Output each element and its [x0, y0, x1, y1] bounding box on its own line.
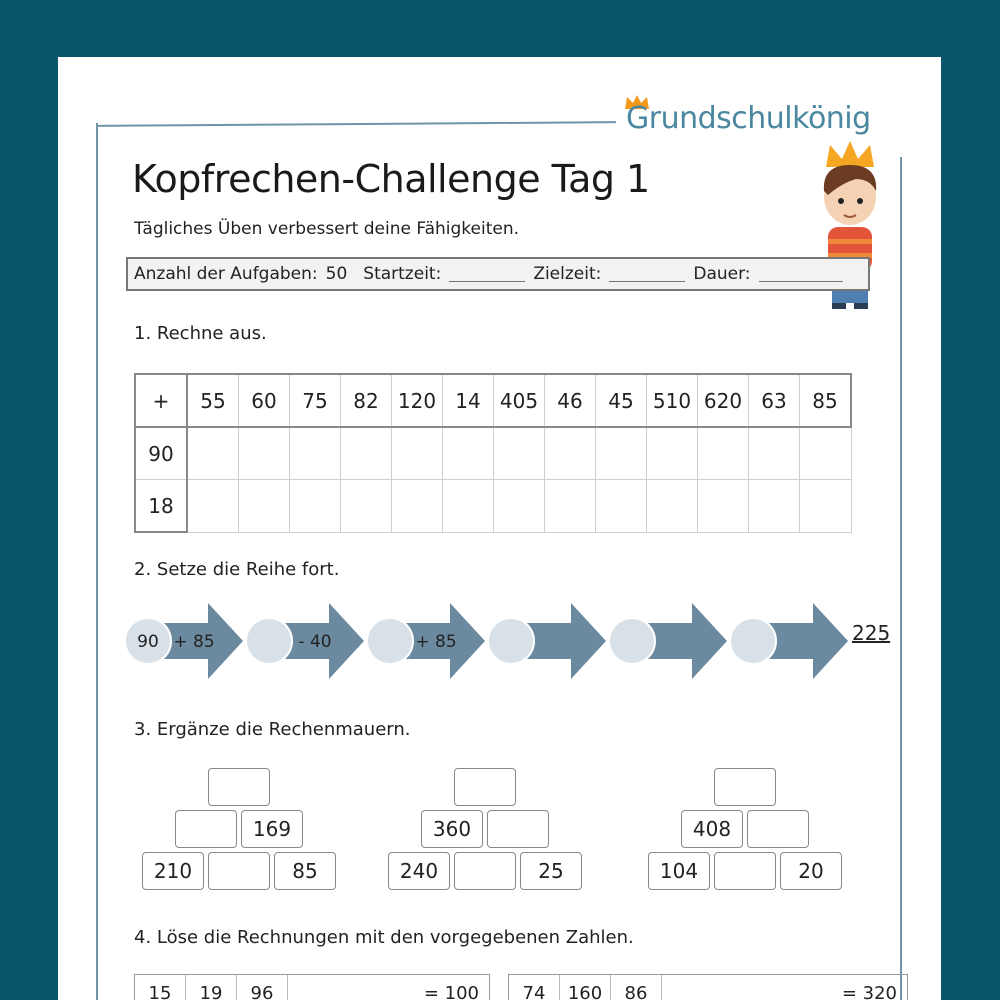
- task4-title: 4. Löse die Rechnungen mit den vorgegebenen Zahlen.: [134, 927, 634, 948]
- row-header-cell: 18: [135, 480, 187, 533]
- wall-brick: 210: [142, 852, 204, 890]
- chain-step: [730, 603, 848, 679]
- chain-circle[interactable]: [609, 618, 655, 664]
- table-header-cell: 620: [698, 374, 749, 427]
- target-result: = 320: [841, 983, 897, 1000]
- answer-cell[interactable]: [545, 427, 596, 480]
- table-header-cell: 46: [545, 374, 596, 427]
- answer-cell[interactable]: [187, 427, 239, 480]
- number-chain: [118, 597, 858, 687]
- wall-brick[interactable]: [175, 810, 237, 848]
- answer-cell[interactable]: [290, 427, 341, 480]
- chain-step: [125, 603, 243, 679]
- given-number: 96: [237, 975, 288, 1000]
- answer-cell[interactable]: [392, 480, 443, 533]
- task2-title: 2. Setze die Reihe fort.: [134, 559, 340, 580]
- table-header-cell: 55: [187, 374, 239, 427]
- chain-operation: + 85: [415, 632, 457, 652]
- target-result: = 100: [423, 983, 479, 1000]
- wall-brick: 20: [780, 852, 842, 890]
- duration-label: Dauer:: [693, 264, 751, 284]
- answer-cell[interactable]: [443, 480, 494, 533]
- answer-cell[interactable]: [443, 427, 494, 480]
- answer-cell[interactable]: [596, 427, 647, 480]
- chain-circle[interactable]: [730, 618, 776, 664]
- brand-logo: Grundschulkönig: [626, 101, 871, 136]
- start-time-label: Startzeit:: [363, 264, 442, 284]
- answer-cell[interactable]: [239, 480, 290, 533]
- answer-cell[interactable]: [392, 427, 443, 480]
- page-subtitle: Tägliches Üben verbessert deine Fähigkeiten.: [134, 219, 520, 239]
- answer-cell[interactable]: [341, 480, 392, 533]
- frame-top-line: [96, 121, 616, 127]
- wall-brick[interactable]: [714, 768, 776, 806]
- duration-field[interactable]: [759, 267, 843, 282]
- task3-title: 3. Ergänze die Rechenmauern.: [134, 719, 411, 740]
- chain-start-value: 90: [137, 632, 159, 652]
- chain-result: 225: [852, 621, 891, 645]
- given-number: 15: [135, 975, 186, 1000]
- wall-brick: 169: [241, 810, 303, 848]
- chain-circle[interactable]: [246, 618, 292, 664]
- given-number: 19: [186, 975, 237, 1000]
- frame-left-line: [96, 123, 98, 1000]
- table-header-cell: 405: [494, 374, 545, 427]
- table-header-cell: 82: [341, 374, 392, 427]
- chain-step: [246, 603, 364, 679]
- answer-cell[interactable]: [290, 480, 341, 533]
- calc-box: [508, 974, 908, 1000]
- chain-circle[interactable]: [367, 618, 413, 664]
- given-number: 86: [611, 975, 662, 1000]
- table-header-cell: 75: [290, 374, 341, 427]
- table-header-cell: 120: [392, 374, 443, 427]
- answer-cell[interactable]: [698, 427, 749, 480]
- answer-cell[interactable]: [494, 480, 545, 533]
- given-number: 74: [509, 975, 560, 1000]
- chain-circle[interactable]: [488, 618, 534, 664]
- target-time-label: Zielzeit:: [533, 264, 602, 284]
- tasks-count-label: Anzahl der Aufgaben:: [134, 264, 318, 284]
- wall-brick: 25: [520, 852, 582, 890]
- answer-cell[interactable]: [647, 480, 698, 533]
- table-header-cell: 45: [596, 374, 647, 427]
- answer-cell[interactable]: [647, 427, 698, 480]
- table-header-cell: +: [135, 374, 187, 427]
- row-header-cell: 90: [135, 427, 187, 480]
- answer-cell[interactable]: [800, 480, 852, 533]
- task1-title: 1. Rechne aus.: [134, 323, 267, 344]
- given-number: 160: [560, 975, 611, 1000]
- wall-brick: 104: [648, 852, 710, 890]
- chain-step: [367, 603, 485, 679]
- chain-operation: - 40: [298, 632, 332, 652]
- answer-cell[interactable]: [596, 480, 647, 533]
- table-header-cell: 14: [443, 374, 494, 427]
- start-time-field[interactable]: [449, 267, 525, 282]
- wall-brick[interactable]: [714, 852, 776, 890]
- table-header-cell: 63: [749, 374, 800, 427]
- wall-brick[interactable]: [208, 852, 270, 890]
- page-title: Kopfrechen-Challenge Tag 1: [132, 157, 650, 201]
- wall-brick: 85: [274, 852, 336, 890]
- tasks-count-value: 50: [325, 264, 348, 284]
- answer-cell[interactable]: [545, 480, 596, 533]
- answer-cell[interactable]: [698, 480, 749, 533]
- target-time-field[interactable]: [609, 267, 685, 282]
- answer-cell[interactable]: [800, 427, 852, 480]
- wall-brick[interactable]: [208, 768, 270, 806]
- answer-cell[interactable]: [749, 480, 800, 533]
- table-header-cell: 60: [239, 374, 290, 427]
- wall-brick[interactable]: [454, 768, 516, 806]
- wall-brick[interactable]: [454, 852, 516, 890]
- table-header-cell: 85: [800, 374, 852, 427]
- answer-cell[interactable]: [494, 427, 545, 480]
- chain-step: [609, 603, 727, 679]
- addition-table: [134, 373, 852, 533]
- worksheet: [58, 57, 941, 1000]
- table-row: [135, 480, 851, 533]
- table-header-cell: 510: [647, 374, 698, 427]
- chain-operation: + 85: [173, 632, 215, 652]
- answer-cell[interactable]: [749, 427, 800, 480]
- answer-cell[interactable]: [239, 427, 290, 480]
- chain-step: [488, 603, 606, 679]
- wall-brick[interactable]: [487, 810, 549, 848]
- calc-box: [134, 974, 490, 1000]
- wall-brick: 408: [681, 810, 743, 848]
- answer-cell[interactable]: [341, 427, 392, 480]
- info-bar: [126, 257, 870, 291]
- answer-cell[interactable]: [187, 480, 239, 533]
- wall-brick: 360: [421, 810, 483, 848]
- table-row: [135, 427, 851, 480]
- wall-brick: 240: [388, 852, 450, 890]
- wall-brick[interactable]: [747, 810, 809, 848]
- table-header-row: [135, 374, 851, 427]
- frame-right-line: [900, 157, 902, 1000]
